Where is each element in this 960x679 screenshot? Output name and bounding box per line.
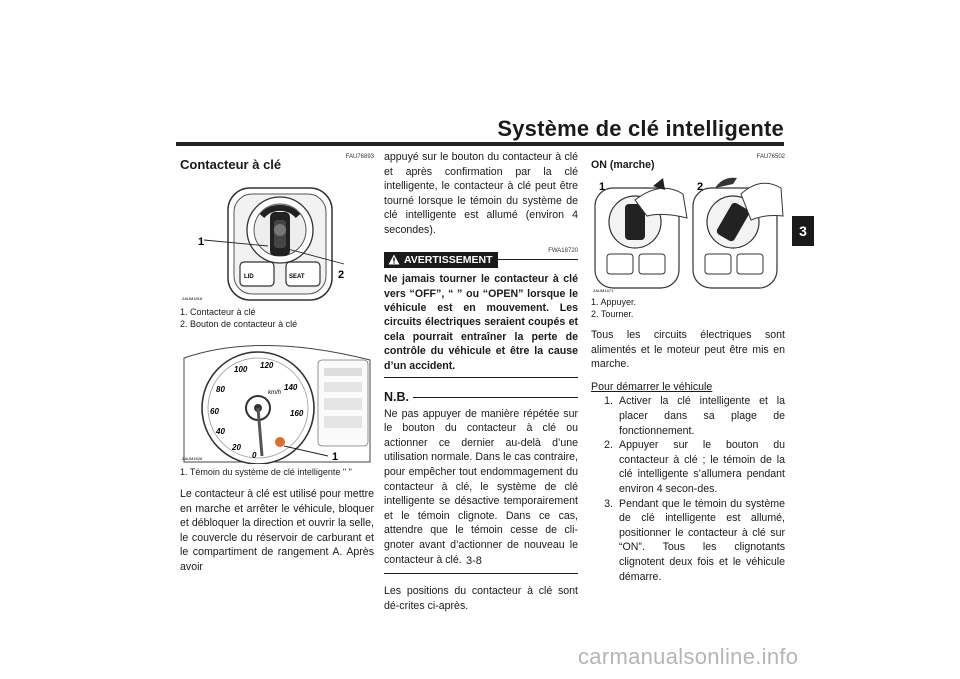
callout-2: 2 bbox=[338, 269, 345, 281]
note-text: Ne pas appuyer de manière répétée sur le bouton du contacteur à clé ou actionner ce dernier au-delà d’une utilisation normale. Dans le cas contraire, pour empêcher tout endommagement du contacteur à clé, le système de clé intelligente se désactive temporairement et le témoin clignote. Dans ce cas, attendre que le témoin cesse de cli-gnoter avant d’actionner de nouveau le contacteur à clé. bbox=[384, 407, 578, 566]
step-text: Pendant que le témoin du système de clé intelligente est allumé, positionner le contacteur à clé sur “ON”. Tous les clignotants clignotent deux fois et le véhicule démarre. bbox=[619, 497, 785, 583]
callout-1: 1 bbox=[198, 236, 205, 248]
warning-label-box bbox=[384, 252, 498, 269]
body-paragraph: appuyé sur le bouton du contacteur à clé et après confirmation par la clé intelligente, le contacteur à clé peut être tourné lorsque le témoin du système de clé intelligente est allumé (environ 4 secondes). bbox=[384, 151, 578, 236]
chapter-tab[interactable]: 3 bbox=[792, 216, 814, 246]
warning-label: AVERTISSEMENT bbox=[404, 253, 493, 266]
scale-label: 40 bbox=[216, 427, 225, 436]
scale-label: 20 bbox=[232, 443, 241, 452]
figure-caption-list bbox=[591, 296, 785, 320]
section-title: Contacteur à clé bbox=[180, 157, 282, 172]
procedure-step bbox=[591, 497, 785, 585]
figure-caption-list bbox=[180, 306, 374, 330]
caption-item: 1. Appuyer. bbox=[591, 297, 637, 307]
column-3 bbox=[591, 150, 785, 584]
body-paragraph: Le contacteur à clé est utilisé pour mettre en marche et arrêter le véhicule, bloquer et débloquer la direction et ouvrir la selle, le couvercle du réservoir de carburant et le compartiment de rangement A. Après avoir bbox=[180, 488, 374, 573]
section-code: FAU76893 bbox=[345, 154, 374, 160]
figure-caption: 1. Témoin du système de clé intelligente " " bbox=[180, 467, 352, 477]
seat-button-label: SEAT bbox=[289, 274, 305, 280]
warning-code: FWA18720 bbox=[548, 247, 578, 254]
section-code: FAU76502 bbox=[756, 154, 785, 160]
warning-end-rule bbox=[384, 377, 578, 378]
speedometer-illustration bbox=[180, 338, 374, 464]
speedometer-figure bbox=[180, 338, 374, 464]
procedure-steps bbox=[591, 394, 785, 584]
page-number: 3-8 bbox=[466, 555, 482, 567]
key-switch-illustration bbox=[180, 182, 370, 304]
page-title: Système de clé intelligente bbox=[497, 116, 784, 141]
warning-text: Ne jamais tourner le contacteur à clé vers “OFF”, “ ” ou “OPEN” lorsque le véhicule est en mouvement. Les circuits électriques seraient coupés et cela pourrait entraîner la perte de contrôle du véhicule et être la cause d’un accident. bbox=[384, 273, 578, 372]
warning-box bbox=[384, 244, 578, 378]
key-turn-illustration bbox=[591, 174, 785, 294]
key-switch-figure bbox=[180, 182, 370, 304]
step-number: 2. bbox=[604, 439, 613, 452]
scale-label: 60 bbox=[210, 407, 219, 416]
caption-item: 1. Contacteur à clé bbox=[180, 307, 256, 317]
column-2 bbox=[384, 150, 578, 613]
watermark: carmanualsonline.info bbox=[578, 644, 799, 669]
callout-1: 1 bbox=[599, 181, 606, 193]
note-label: N.B. bbox=[384, 390, 409, 404]
scale-label: 120 bbox=[260, 361, 274, 370]
figure-code: ZAUM1818 bbox=[182, 296, 203, 301]
scale-label: 160 bbox=[290, 409, 304, 418]
procedure-heading: Pour démarrer le véhicule bbox=[591, 380, 713, 393]
step-text: Activer la clé intelligente et la placer dans sa plage de fonctionnement. bbox=[619, 395, 785, 437]
step-number: 1. bbox=[604, 395, 613, 408]
caption-item: 2. Bouton de contacteur à clé bbox=[180, 319, 298, 329]
figure-code: ZAUM1826 bbox=[182, 456, 203, 461]
section-heading: ON (marche) bbox=[591, 159, 655, 171]
warning-rule bbox=[498, 259, 578, 260]
callout-2: 2 bbox=[697, 181, 704, 193]
key-turn-figure bbox=[591, 174, 785, 294]
scale-label: 0 bbox=[252, 451, 257, 460]
step-number: 3. bbox=[604, 497, 613, 510]
callout-1: 1 bbox=[332, 451, 339, 463]
scale-label: 80 bbox=[216, 385, 225, 394]
speed-unit: km/h bbox=[268, 390, 282, 396]
scale-label: 100 bbox=[234, 365, 248, 374]
smart-key-indicator-icon bbox=[275, 437, 285, 447]
step-text: Appuyer sur le bouton du contacteur à clé ; le témoin de la clé intelligente s’allumera pendant environ 4 secon-des. bbox=[619, 439, 785, 495]
procedure-step bbox=[591, 438, 785, 496]
note-rule bbox=[413, 397, 578, 398]
column-1 bbox=[180, 150, 374, 575]
lcd-display bbox=[318, 360, 368, 446]
body-paragraph: Tous les circuits électriques sont alimentés et le moteur peut être mis en marche. bbox=[591, 329, 785, 371]
figure-code: ZAUM1471 bbox=[593, 288, 614, 293]
body-paragraph: Les positions du contacteur à clé sont dé-crites ci-après. bbox=[384, 585, 578, 612]
scale-label: 140 bbox=[284, 383, 298, 392]
header-rule bbox=[176, 142, 784, 146]
warning-triangle-icon bbox=[388, 254, 400, 265]
caption-item: 2. Tourner. bbox=[591, 309, 634, 319]
lid-button-label: LID bbox=[244, 274, 254, 280]
note-header bbox=[384, 390, 578, 405]
procedure-step bbox=[591, 394, 785, 438]
note-end-rule bbox=[384, 573, 578, 574]
